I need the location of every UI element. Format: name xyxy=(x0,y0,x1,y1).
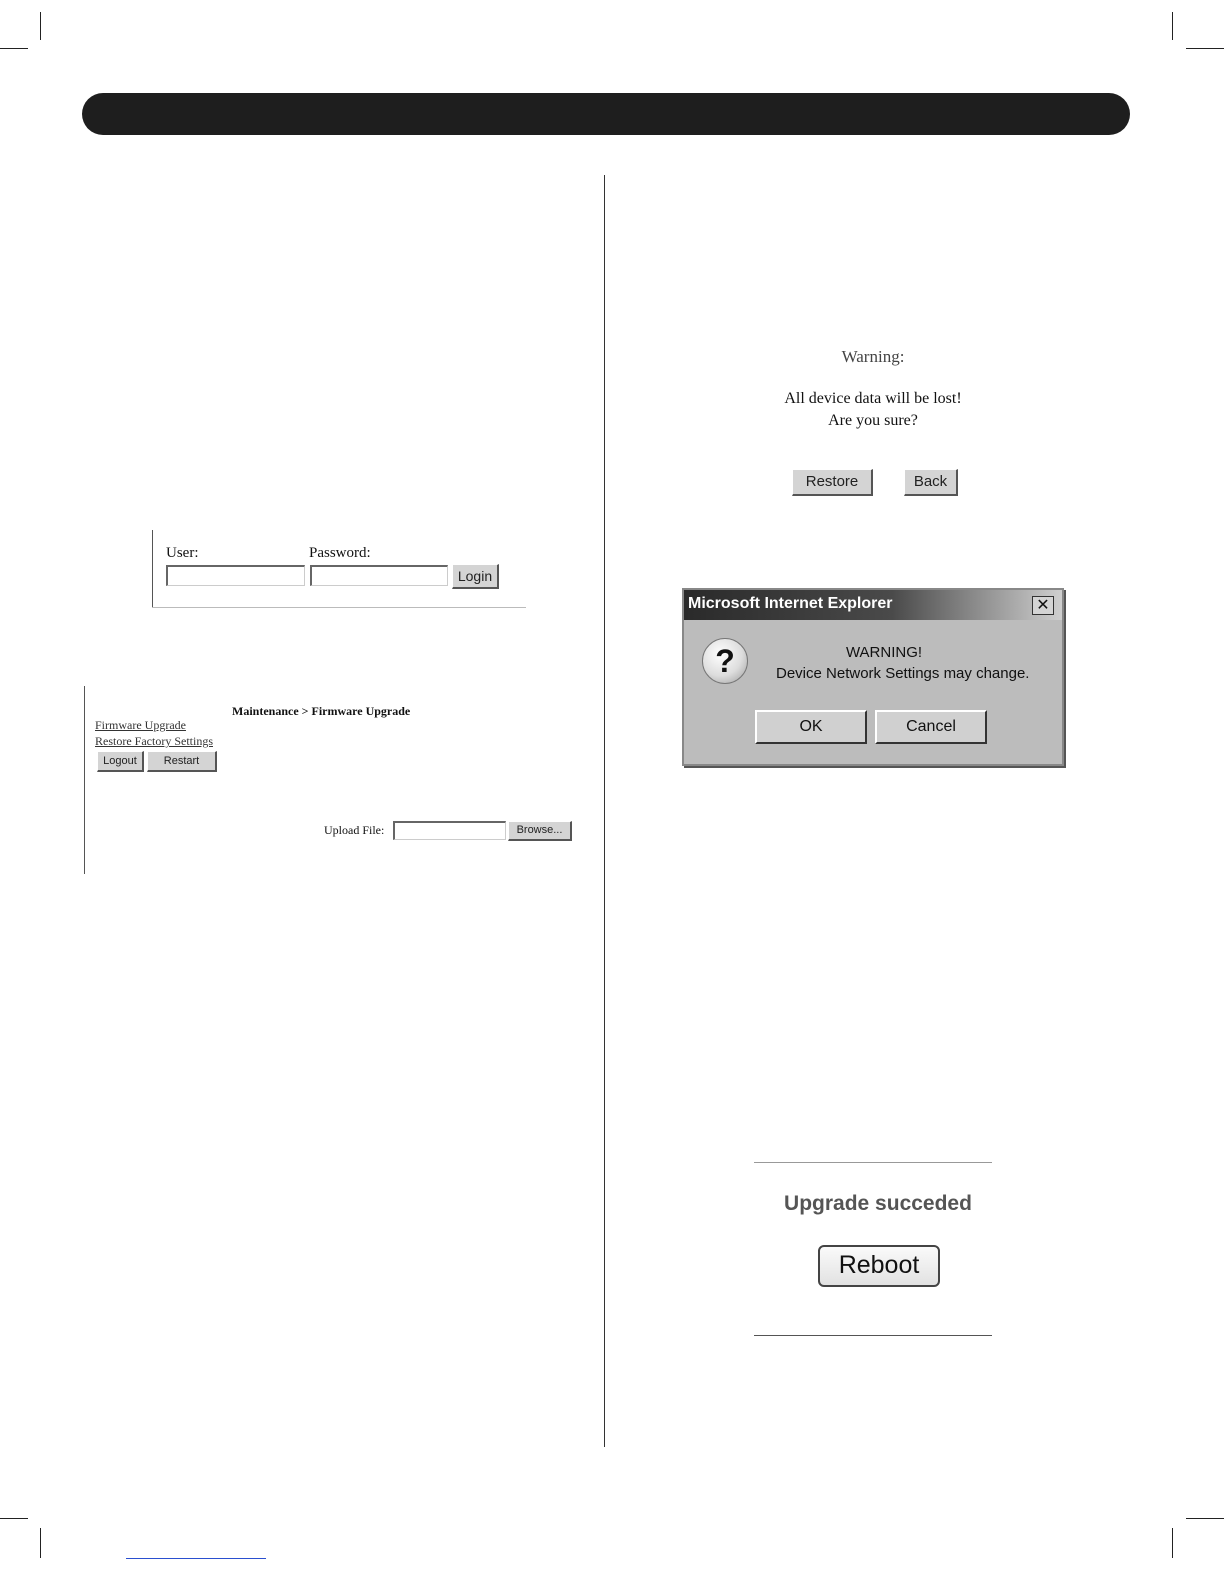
panel-left-border xyxy=(152,530,153,608)
nav-link-restore-factory-settings[interactable]: Restore Factory Settings xyxy=(95,734,213,748)
restore-button[interactable]: Restore xyxy=(792,469,873,496)
password-label: Password: xyxy=(309,545,371,561)
upload-file-input[interactable] xyxy=(393,821,506,840)
crop-mark xyxy=(0,1518,28,1519)
upgrade-result-panel xyxy=(754,1162,992,1338)
crop-mark xyxy=(40,1528,41,1558)
warning-line-2: Are you sure? xyxy=(828,412,918,429)
dialog-heading: WARNING! xyxy=(845,644,923,661)
panel-left-border xyxy=(84,686,85,874)
upgrade-status-message: Upgrade succeded xyxy=(784,1192,972,1215)
crop-mark xyxy=(1172,12,1173,40)
cancel-button[interactable]: Cancel xyxy=(875,710,987,744)
user-input[interactable] xyxy=(166,565,305,586)
close-icon[interactable]: ✕ xyxy=(1032,596,1054,615)
firmware-panel xyxy=(84,686,584,874)
nav-link-firmware-upgrade[interactable]: Firmware Upgrade xyxy=(95,718,186,732)
logout-button[interactable]: Logout xyxy=(97,751,144,772)
warning-title: Warning: xyxy=(841,347,905,366)
ie-confirm-dialog xyxy=(682,588,1064,766)
crop-mark xyxy=(1172,1528,1173,1558)
top-rule xyxy=(754,1162,992,1163)
header-bar xyxy=(82,93,1130,135)
dialog-window-title: Microsoft Internet Explorer xyxy=(688,595,893,612)
upload-file-label: Upload File: xyxy=(324,823,385,837)
warning-line-1: All device data will be lost! xyxy=(784,390,962,407)
password-input[interactable] xyxy=(310,565,448,586)
back-button[interactable]: Back xyxy=(904,469,958,496)
footer-rule xyxy=(126,1558,266,1559)
ok-button[interactable]: OK xyxy=(755,710,867,744)
crop-mark xyxy=(1186,48,1224,49)
browse-button[interactable]: Browse... xyxy=(508,821,572,841)
login-button[interactable]: Login xyxy=(452,564,499,589)
panel-bottom-border xyxy=(152,607,526,608)
reboot-button[interactable]: Reboot xyxy=(818,1245,940,1287)
login-panel xyxy=(152,530,528,610)
crop-mark xyxy=(1186,1518,1224,1519)
restore-warning-panel xyxy=(740,340,1006,510)
breadcrumb: Maintenance > Firmware Upgrade xyxy=(232,704,411,718)
column-divider xyxy=(604,175,605,1447)
dialog-message: Device Network Settings may change. xyxy=(776,665,1030,682)
user-label: User: xyxy=(166,545,199,561)
question-icon: ? xyxy=(702,638,748,684)
dialog-titlebar xyxy=(684,590,1062,620)
crop-mark xyxy=(0,48,28,49)
bottom-rule xyxy=(754,1335,992,1336)
restart-button[interactable]: Restart xyxy=(147,751,217,772)
crop-mark xyxy=(40,12,41,40)
